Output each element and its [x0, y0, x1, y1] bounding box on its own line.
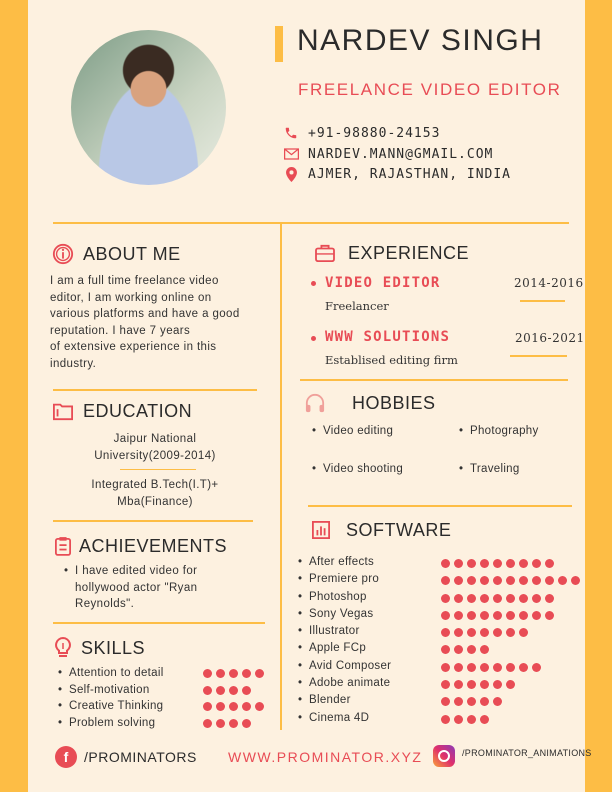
rating-dot — [493, 680, 502, 689]
software-rating — [441, 611, 580, 628]
software-item: • Apple FCp — [298, 640, 391, 657]
facebook-icon[interactable]: f — [55, 746, 77, 768]
degree-line: Mba(Finance) — [117, 496, 193, 508]
rating-dot — [480, 628, 489, 637]
skill-item: • Attention to detail — [58, 665, 164, 682]
rating-dot — [216, 702, 225, 711]
rating-dot — [467, 628, 476, 637]
rating-dot — [545, 559, 554, 568]
software-rating — [441, 697, 580, 714]
job-title: FREELANCE VIDEO EDITOR — [298, 80, 562, 99]
achievements-heading-text: ACHIEVEMENTS — [79, 535, 228, 556]
rating-dot — [216, 669, 225, 678]
skill-rating — [203, 686, 264, 703]
rating-dot — [216, 719, 225, 728]
rating-dot — [255, 669, 264, 678]
rating-dot — [467, 645, 476, 654]
software-rating — [441, 559, 580, 576]
rating-dot — [519, 576, 528, 585]
about-heading — [52, 243, 181, 265]
education-mini-divider — [120, 469, 196, 470]
software-ratings — [441, 559, 580, 732]
about-heading-text: ABOUT ME — [83, 243, 181, 264]
facebook-handle[interactable]: /PROMINATORS — [84, 749, 197, 765]
software-item: • Avid Composer — [298, 658, 391, 675]
experience-year-underline — [520, 300, 565, 302]
rating-dot — [203, 686, 212, 695]
achievements-heading — [52, 535, 227, 557]
software-heading-text: SOFTWARE — [346, 519, 452, 540]
about-divider — [53, 389, 257, 391]
rating-dot — [480, 645, 489, 654]
skill-rating — [203, 719, 264, 736]
achievement-line: Reynolds". — [75, 598, 135, 610]
rating-dot — [454, 628, 463, 637]
education-heading-text: EDUCATION — [83, 400, 193, 421]
education-school — [53, 431, 257, 465]
skill-item: • Self-motivation — [58, 682, 164, 699]
rating-dot — [441, 697, 450, 706]
rating-dot — [532, 663, 541, 672]
education-degree — [45, 477, 265, 511]
achievement-line — [64, 563, 264, 580]
software-item: • Adobe animate — [298, 675, 391, 692]
school-line: Jaipur National — [113, 433, 197, 445]
hobby — [312, 425, 393, 437]
rating-dot — [441, 645, 450, 654]
bullet: • — [459, 425, 464, 437]
rating-dot — [519, 594, 528, 603]
rating-dot — [519, 611, 528, 620]
achievement-item — [64, 563, 264, 613]
rating-dot — [493, 697, 502, 706]
skill-rating — [203, 669, 264, 686]
experience-bullet — [311, 281, 316, 286]
rating-dot — [441, 611, 450, 620]
rating-dot — [203, 702, 212, 711]
degree-line: Integrated B.Tech(I.T)+ — [91, 479, 219, 491]
rating-dot — [480, 576, 489, 585]
rating-dot — [493, 611, 502, 620]
rating-dot — [493, 628, 502, 637]
rating-dot — [519, 663, 528, 672]
rating-dot — [229, 702, 238, 711]
achievement-line: hollywood actor "Ryan — [75, 581, 198, 594]
achievement-text: I have edited video for — [75, 565, 198, 577]
rating-dot — [467, 611, 476, 620]
skill-rating — [203, 702, 264, 719]
about-text — [50, 273, 275, 372]
software-item: • Cinema 4D — [298, 710, 391, 727]
skills-list — [58, 665, 164, 731]
rating-dot — [441, 680, 450, 689]
about-line: industry. — [50, 357, 97, 370]
info-icon — [52, 243, 74, 265]
email-text[interactable]: NARDEV.MANN@GMAIL.COM — [308, 146, 494, 162]
about-line: reputation. I have 7 years — [50, 324, 191, 337]
rating-dot — [545, 611, 554, 620]
rating-dot — [480, 611, 489, 620]
rating-dot — [519, 628, 528, 637]
rating-dot — [454, 715, 463, 724]
rating-dot — [480, 559, 489, 568]
rating-dot — [506, 594, 515, 603]
location-pin-icon — [283, 166, 299, 182]
achievements-divider — [53, 622, 265, 624]
rating-dot — [467, 576, 476, 585]
rating-dot — [532, 611, 541, 620]
website-link[interactable]: WWW.PROMINATOR.XYZ — [228, 749, 423, 765]
rating-dot — [467, 559, 476, 568]
rating-dot — [454, 611, 463, 620]
rating-dot — [441, 594, 450, 603]
about-line: of extensive experience in this — [50, 341, 217, 353]
software-rating — [441, 594, 580, 611]
rating-dot — [454, 594, 463, 603]
rating-dot — [493, 576, 502, 585]
rating-dot — [467, 663, 476, 672]
hobbies-divider — [308, 505, 572, 507]
skills-ratings — [203, 669, 264, 735]
rating-dot — [441, 559, 450, 568]
experience-years: 2014-2016 — [514, 276, 584, 290]
experience-divider — [300, 379, 568, 381]
rating-dot — [506, 680, 515, 689]
bullet: • — [312, 425, 317, 437]
clipboard-icon — [52, 535, 74, 557]
hobby — [459, 463, 520, 475]
headphones-icon — [304, 392, 326, 414]
rating-dot — [558, 576, 567, 585]
rating-dot — [506, 559, 515, 568]
instagram-lens — [438, 750, 450, 762]
rating-dot — [480, 697, 489, 706]
software-item: • Photoshop — [298, 589, 391, 606]
experience-heading — [314, 242, 469, 264]
rating-dot — [242, 686, 251, 695]
profile-photo — [71, 30, 226, 185]
hobby — [312, 463, 403, 475]
experience-company: Establised editing firm — [325, 353, 458, 367]
hobby-text: Traveling — [470, 463, 520, 475]
instagram-icon[interactable] — [433, 745, 455, 767]
rating-dot — [242, 719, 251, 728]
rating-dot — [441, 663, 450, 672]
rating-dot — [506, 663, 515, 672]
rating-dot — [467, 680, 476, 689]
software-rating — [441, 680, 580, 697]
rating-dot — [480, 663, 489, 672]
hobby-text: Photography — [470, 425, 539, 437]
rating-dot — [467, 697, 476, 706]
experience-heading-text: EXPERIENCE — [348, 242, 470, 263]
rating-dot — [441, 576, 450, 585]
rating-dot — [229, 686, 238, 695]
mail-icon — [283, 146, 299, 162]
rating-dot — [441, 715, 450, 724]
rating-dot — [454, 680, 463, 689]
instagram-handle[interactable]: /PROMINATOR_ANIMATIONS — [462, 748, 592, 758]
bullet: • — [312, 463, 317, 475]
rating-dot — [203, 719, 212, 728]
rating-dot — [480, 594, 489, 603]
rating-dot — [467, 594, 476, 603]
email-row — [283, 146, 493, 162]
full-name: NARDEV SINGH — [297, 24, 544, 57]
rating-dot — [506, 628, 515, 637]
column-divider — [280, 223, 282, 730]
software-heading — [310, 519, 451, 541]
software-item: • Sony Vegas — [298, 606, 391, 623]
rating-dot — [441, 628, 450, 637]
hobbies-heading — [304, 392, 436, 414]
hobby-text: Video editing — [323, 425, 394, 437]
rating-dot — [545, 594, 554, 603]
experience-year-underline — [510, 355, 567, 357]
rating-dot — [480, 680, 489, 689]
about-line: editor, I am working online on — [50, 291, 212, 304]
lightbulb-icon — [52, 637, 74, 659]
rating-dot — [467, 715, 476, 724]
rating-dot — [454, 645, 463, 654]
rating-dot — [454, 559, 463, 568]
school-line: University(2009-2014) — [94, 450, 216, 462]
skill-item: • Problem solving — [58, 715, 164, 732]
software-item: • Illustrator — [298, 623, 391, 640]
rating-dot — [242, 669, 251, 678]
rating-dot — [506, 576, 515, 585]
rating-dot — [216, 686, 225, 695]
rating-dot — [532, 576, 541, 585]
rating-dot — [545, 576, 554, 585]
rating-dot — [506, 611, 515, 620]
rating-dot — [493, 594, 502, 603]
rating-dot — [242, 702, 251, 711]
skills-heading-text: SKILLS — [81, 637, 146, 658]
folder-icon — [52, 400, 74, 422]
hobby — [459, 425, 539, 437]
rating-dot — [454, 576, 463, 585]
rating-dot — [454, 697, 463, 706]
bullet: • — [459, 463, 464, 475]
skill-item: • Creative Thinking — [58, 698, 164, 715]
header-divider — [53, 222, 569, 224]
software-rating — [441, 715, 580, 732]
rating-dot — [493, 559, 502, 568]
skills-heading — [52, 637, 145, 659]
software-item: • Blender — [298, 692, 391, 709]
hobby-text: Video shooting — [323, 463, 404, 475]
rating-dot — [519, 559, 528, 568]
education-heading — [52, 400, 192, 422]
experience-bullet — [311, 336, 316, 341]
hobby-item — [312, 425, 393, 437]
about-line: I am a full time freelance video — [50, 275, 219, 287]
location-row — [283, 166, 511, 182]
rating-dot — [571, 576, 580, 585]
experience-company: Freelancer — [325, 299, 389, 313]
briefcase-icon — [314, 242, 336, 264]
phone-icon — [283, 125, 299, 141]
rating-dot — [229, 719, 238, 728]
hobby-item — [459, 463, 520, 475]
software-list — [298, 554, 391, 727]
rating-dot — [229, 669, 238, 678]
rating-dot — [480, 715, 489, 724]
rating-dot — [454, 663, 463, 672]
phone-text[interactable]: +91-98880-24153 — [308, 125, 441, 141]
software-rating — [441, 628, 580, 645]
rating-dot — [532, 559, 541, 568]
hobby-item — [459, 425, 539, 437]
name-accent-bar — [275, 26, 283, 62]
experience-title: VIDEO EDITOR — [325, 275, 441, 291]
software-item: • After effects — [298, 554, 391, 571]
hobby-item — [312, 463, 403, 475]
location-text: AJMER, RAJASTHAN, INDIA — [308, 166, 512, 182]
phone-row — [283, 125, 440, 141]
education-divider — [53, 520, 253, 522]
rating-dot — [255, 702, 264, 711]
rating-dot — [203, 669, 212, 678]
hobbies-heading-text: HOBBIES — [352, 392, 436, 413]
software-rating — [441, 645, 580, 662]
experience-title: WWW SOLUTIONS — [325, 329, 451, 345]
rating-dot — [493, 663, 502, 672]
about-line: various platforms and have a good — [50, 308, 240, 320]
experience-years: 2016-2021 — [515, 331, 585, 345]
software-item: • Premiere pro — [298, 571, 391, 588]
bullet: • — [64, 565, 69, 577]
bar-chart-icon — [310, 519, 332, 541]
rating-dot — [532, 594, 541, 603]
software-rating — [441, 576, 580, 593]
software-rating — [441, 663, 580, 680]
